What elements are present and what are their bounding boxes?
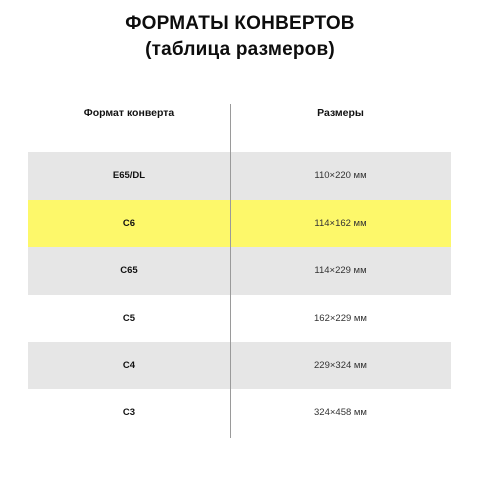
row-size: 110×220 мм [314,170,367,181]
table-row [28,295,451,343]
column-divider [230,104,231,438]
row-size: 114×229 мм [314,265,367,276]
table-row [28,152,451,200]
envelope-size-table [28,90,451,440]
row-size: 162×229 мм [314,313,367,324]
row-format: C4 [122,360,136,371]
row-format: E65/DL [112,170,146,181]
row-format: C3 [122,407,136,418]
row-size: 229×324 мм [314,360,367,371]
table-row [28,247,451,295]
row-size: 324×458 мм [314,407,367,418]
row-size: 114×162 мм [314,218,367,229]
row-format: C5 [122,313,136,324]
row-format: C6 [122,218,136,229]
table-row [28,342,451,390]
page-subtitle: (таблица размеров) [145,39,335,60]
header-format: Формат конверта [83,107,175,119]
page-title: ФОРМАТЫ КОНВЕРТОВ [125,13,355,34]
row-format: C65 [120,265,138,276]
table-row [28,200,451,248]
table-header [28,90,451,138]
header-size: Размеры [317,107,364,119]
table-row [28,389,451,437]
